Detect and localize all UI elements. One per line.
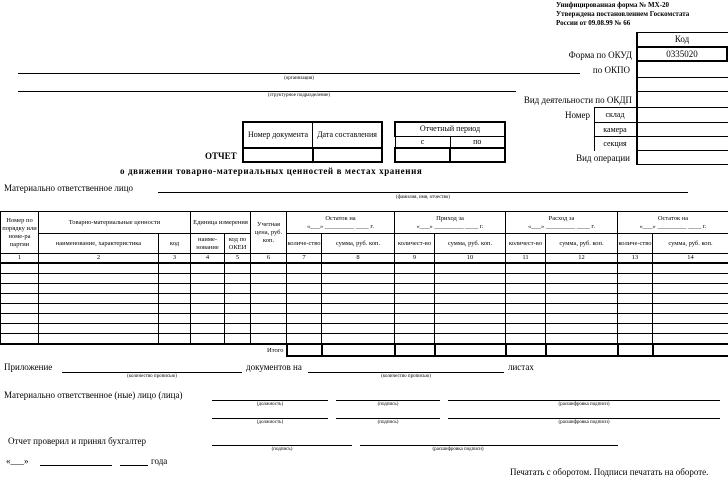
doc-num-cell[interactable]	[243, 148, 313, 162]
table-cell[interactable]	[546, 324, 618, 334]
th-expense	[506, 212, 618, 234]
doc-num-header: Номер документа	[243, 122, 313, 148]
sekciya-label: секция	[603, 139, 627, 148]
th-income-date: «___» _________ ____ г.	[416, 222, 484, 230]
table-cell[interactable]	[395, 284, 435, 294]
th-unit-code: код по ОКЕИ	[225, 234, 251, 254]
table-cell[interactable]	[395, 314, 435, 324]
total-label: Итого	[1, 344, 287, 356]
table-cell[interactable]	[546, 263, 618, 274]
table-cell[interactable]	[159, 334, 191, 345]
table-cell[interactable]	[159, 274, 191, 284]
table-cell[interactable]	[225, 334, 251, 345]
column-numbers-row	[1, 254, 728, 264]
th-rest2	[618, 212, 728, 234]
table-cell[interactable]	[435, 324, 506, 334]
table-cell[interactable]	[39, 334, 159, 345]
table-cell[interactable]	[225, 304, 251, 314]
table-cell[interactable]	[251, 274, 287, 284]
table-cell[interactable]	[1, 284, 39, 294]
table-row	[1, 294, 728, 304]
th-goods: Товарно-материальные ценности	[39, 212, 191, 234]
table-cell[interactable]	[546, 294, 618, 304]
table-cell[interactable]	[506, 263, 546, 274]
doc-date-header: Дата составления	[313, 122, 383, 148]
table-cell[interactable]	[39, 294, 159, 304]
date-month-line[interactable]	[40, 465, 112, 466]
table-cell[interactable]	[435, 294, 506, 304]
table-cell[interactable]	[653, 314, 728, 324]
th-income	[395, 212, 506, 234]
total-cell[interactable]	[395, 344, 435, 356]
table-cell[interactable]	[506, 324, 546, 334]
doc-table	[242, 121, 383, 163]
col-number: 14	[653, 254, 728, 264]
period-to-label: по	[450, 136, 505, 148]
table-cell[interactable]	[287, 334, 322, 345]
table-cell[interactable]	[39, 274, 159, 284]
table-cell[interactable]	[322, 274, 395, 284]
col-number: 3	[159, 254, 191, 264]
resp1-decode-caption: (расшифровка подписи)	[558, 402, 610, 407]
table-cell[interactable]	[1, 294, 39, 304]
period-to-cell[interactable]	[450, 148, 505, 162]
table-cell[interactable]	[395, 274, 435, 284]
table-cell[interactable]	[191, 263, 225, 274]
th-sum-2: сумма, руб. коп.	[435, 234, 506, 254]
okpo-label: по ОКПО	[592, 65, 630, 75]
vid-operacii-label: Вид операции	[576, 153, 630, 163]
print-note: Печатать с оборотом. Подписи печатать на обороте.	[510, 467, 709, 477]
table-cell[interactable]	[322, 314, 395, 324]
org-line[interactable]	[18, 73, 580, 74]
table-cell[interactable]	[395, 263, 435, 274]
table-cell[interactable]	[39, 304, 159, 314]
col-number: 12	[546, 254, 618, 264]
table-cell[interactable]	[287, 274, 322, 284]
sheets-label: листах	[508, 362, 534, 372]
table-cell[interactable]	[251, 263, 287, 274]
okud-label: Форма по ОКУД	[568, 50, 632, 60]
table-cell[interactable]	[225, 284, 251, 294]
kod-label: Код	[674, 34, 690, 44]
th-rest2-label: Остаток на	[657, 214, 689, 222]
period-header: Отчетный период	[395, 122, 505, 136]
date-day[interactable]: «___»	[6, 456, 29, 466]
th-sum-3: сумма, руб. коп.	[546, 234, 618, 254]
table-cell[interactable]	[435, 314, 506, 324]
table-cell[interactable]	[225, 274, 251, 284]
table-cell[interactable]	[39, 284, 159, 294]
th-name: наименование, характеристика	[39, 234, 159, 254]
table-cell[interactable]	[191, 304, 225, 314]
table-cell[interactable]	[435, 274, 506, 284]
th-rest2-date: «___» _________ ____ г.	[639, 222, 707, 230]
table-cell[interactable]	[618, 304, 653, 314]
col-number: 1	[1, 254, 39, 264]
table-cell[interactable]	[191, 294, 225, 304]
table-cell[interactable]	[1, 263, 39, 274]
table-cell[interactable]	[287, 284, 322, 294]
table-cell[interactable]	[435, 334, 506, 345]
period-from-label: с	[395, 136, 450, 148]
docs-on-label: документов на	[246, 362, 302, 372]
total-cell[interactable]	[435, 344, 506, 356]
col-number: 7	[287, 254, 322, 264]
th-qty-2: количест-во	[395, 234, 435, 254]
table-cell[interactable]	[322, 294, 395, 304]
table-cell[interactable]	[287, 263, 322, 274]
table-cell[interactable]	[1, 324, 39, 334]
total-cell[interactable]	[618, 344, 653, 356]
table-cell[interactable]	[251, 314, 287, 324]
resp1-signature-line[interactable]	[336, 400, 440, 401]
table-cell[interactable]	[159, 284, 191, 294]
table-cell[interactable]	[159, 324, 191, 334]
th-expense-date: «___» _________ ____ г.	[528, 222, 595, 230]
table-cell[interactable]	[251, 304, 287, 314]
th-code: код	[159, 234, 191, 254]
th-income-label: Приход за	[436, 214, 464, 222]
table-cell[interactable]	[287, 304, 322, 314]
table-cell[interactable]	[1, 274, 39, 284]
table-cell[interactable]	[191, 324, 225, 334]
form-header-line1: Унифицированная форма № МХ-20	[556, 1, 670, 9]
table-cell[interactable]	[322, 304, 395, 314]
table-cell[interactable]	[225, 324, 251, 334]
th-expense-label: Расход за	[548, 214, 575, 222]
table-cell[interactable]	[395, 324, 435, 334]
org-caption: (организация)	[284, 76, 314, 81]
responsible-caption: (фамилия, имя, отчество)	[396, 195, 450, 200]
table-cell[interactable]	[653, 304, 728, 314]
table-cell[interactable]	[322, 324, 395, 334]
th-qty-1: количе-ство	[287, 234, 322, 254]
table-row	[1, 324, 728, 334]
table-cell[interactable]	[506, 314, 546, 324]
table-cell[interactable]	[506, 294, 546, 304]
table-cell[interactable]	[159, 314, 191, 324]
col-number: 10	[435, 254, 506, 264]
accountant-signature-line[interactable]	[212, 445, 352, 446]
accountant-decode-caption: (расшифровка подписи)	[432, 447, 484, 452]
kamera-label: камера	[603, 125, 627, 134]
table-row	[1, 284, 728, 294]
table-cell[interactable]	[287, 294, 322, 304]
responsible-line[interactable]	[158, 192, 688, 193]
table-cell[interactable]	[159, 294, 191, 304]
form-header-line2: Утверждена постановлением Госкомстата	[556, 10, 690, 18]
th-qty-3: количест-во	[506, 234, 546, 254]
table-cell[interactable]	[618, 334, 653, 345]
table-cell[interactable]	[322, 284, 395, 294]
table-cell[interactable]	[191, 274, 225, 284]
table-cell[interactable]	[1, 304, 39, 314]
col-number: 5	[225, 254, 251, 264]
table-cell[interactable]	[618, 294, 653, 304]
th-sum-1: сумма, руб. коп.	[322, 234, 395, 254]
table-cell[interactable]	[251, 334, 287, 345]
total-row	[1, 344, 728, 356]
okdp-label: Вид деятельности по ОКДП	[523, 95, 632, 105]
th-rest1-date: «___» _________ ____ г.	[307, 222, 374, 230]
col-number: 13	[618, 254, 653, 264]
total-cell[interactable]	[506, 344, 546, 356]
th-num: Номер по порядку или номе-ра партии	[1, 212, 39, 254]
table-cell[interactable]	[435, 263, 506, 274]
table-cell[interactable]	[191, 334, 225, 345]
table-row	[1, 304, 728, 314]
table-cell[interactable]	[653, 274, 728, 284]
resp1-position-caption: (должность)	[256, 402, 284, 407]
accountant-decode-line[interactable]	[360, 445, 618, 446]
appendix-caption: (количество прописью)	[127, 374, 177, 379]
responsible-label: Материально ответственное лицо	[4, 183, 134, 193]
table-cell[interactable]	[287, 314, 322, 324]
subdiv-caption: (структурное подразделение)	[267, 93, 331, 98]
table-cell[interactable]	[191, 314, 225, 324]
resp1-position-line[interactable]	[212, 400, 328, 401]
resp2-decode-caption: (расшифровка подписи)	[558, 420, 610, 425]
resp1-signature-caption: (подпись)	[377, 402, 399, 407]
table-cell[interactable]	[159, 304, 191, 314]
table-cell[interactable]	[39, 314, 159, 324]
table-cell[interactable]	[287, 324, 322, 334]
resp2-signature-caption: (подпись)	[377, 420, 399, 425]
table-cell[interactable]	[225, 294, 251, 304]
table-cell[interactable]	[618, 263, 653, 274]
table-cell[interactable]	[1, 334, 39, 345]
th-unit: Единица измерения	[191, 212, 251, 234]
date-year-line[interactable]	[120, 465, 148, 466]
table-cell[interactable]	[251, 324, 287, 334]
th-price: Учетная цена, руб. коп.	[251, 212, 287, 254]
period-table	[394, 121, 506, 163]
total-cell[interactable]	[653, 344, 728, 356]
table-cell[interactable]	[546, 334, 618, 345]
col-number: 6	[251, 254, 287, 264]
table-cell[interactable]	[506, 284, 546, 294]
sheets-caption: (количество прописью)	[381, 374, 431, 379]
appendix-line[interactable]	[62, 372, 242, 373]
resp2-position-caption: (должность)	[256, 420, 284, 425]
accountant-signature-caption: (подпись)	[271, 447, 293, 452]
table-cell[interactable]	[395, 334, 435, 345]
year-label: года	[151, 456, 168, 466]
table-cell[interactable]	[546, 314, 618, 324]
table-cell[interactable]	[435, 284, 506, 294]
table-cell[interactable]	[618, 314, 653, 324]
th-unit-name: наиме-нование	[191, 234, 225, 254]
th-qty-4: количе-ство	[618, 234, 653, 254]
th-rest1-label: Остаток на	[325, 214, 356, 222]
th-rest1	[287, 212, 395, 234]
col-number: 8	[322, 254, 395, 264]
table-cell[interactable]	[506, 334, 546, 345]
table-row	[1, 314, 728, 324]
resp2-signature-line[interactable]	[336, 418, 440, 419]
total-cell[interactable]	[287, 344, 322, 356]
resp-persons-label: Материально ответственное (ные) лицо (лица)	[4, 390, 183, 400]
table-cell[interactable]	[506, 274, 546, 284]
accountant-label: Отчет проверил и принял бухгалтер	[8, 436, 147, 446]
col-number: 11	[506, 254, 546, 264]
sklad-label: склад	[605, 110, 625, 119]
total-cell[interactable]	[546, 344, 618, 356]
resp1-decode-line[interactable]	[448, 400, 720, 401]
table-cell[interactable]	[251, 294, 287, 304]
table-cell[interactable]	[546, 284, 618, 294]
table-cell[interactable]	[506, 304, 546, 314]
table-cell[interactable]	[39, 324, 159, 334]
subdiv-line[interactable]	[18, 91, 516, 92]
nomer-label: Номер	[564, 110, 590, 120]
table-cell[interactable]	[653, 284, 728, 294]
goods-table	[0, 211, 728, 357]
report-title: ОТЧЕТ	[205, 151, 237, 161]
th-sum-4: сумма, руб. коп.	[653, 234, 728, 254]
table-cell[interactable]	[653, 334, 728, 345]
report-subtitle: о движении товарно-материальных ценностей в местах хранения	[120, 166, 423, 176]
table-cell[interactable]	[395, 304, 435, 314]
table-cell[interactable]	[546, 304, 618, 314]
resp2-position-line[interactable]	[212, 418, 328, 419]
form-header-line3: России от 09.08.99 № 66	[556, 19, 631, 27]
col-number: 4	[191, 254, 225, 264]
table-cell[interactable]	[546, 274, 618, 284]
table-cell[interactable]	[653, 324, 728, 334]
okud-value[interactable]: 0335020	[666, 49, 698, 59]
col-number: 2	[39, 254, 159, 264]
table-row	[1, 274, 728, 284]
table-cell[interactable]	[39, 263, 159, 274]
table-cell[interactable]	[395, 294, 435, 304]
table-cell[interactable]	[435, 304, 506, 314]
table-cell[interactable]	[618, 274, 653, 284]
table-cell[interactable]	[225, 263, 251, 274]
table-cell[interactable]	[653, 263, 728, 274]
table-cell[interactable]	[618, 284, 653, 294]
table-cell[interactable]	[653, 294, 728, 304]
table-cell[interactable]	[159, 263, 191, 274]
period-from-cell[interactable]	[395, 148, 450, 162]
col-number: 9	[395, 254, 435, 264]
table-cell[interactable]	[618, 324, 653, 334]
table-cell[interactable]	[322, 334, 395, 345]
table-cell[interactable]	[251, 284, 287, 294]
table-cell[interactable]	[225, 314, 251, 324]
form-header	[556, 1, 689, 28]
total-cell[interactable]	[322, 344, 395, 356]
table-row	[1, 334, 728, 345]
doc-date-cell[interactable]	[313, 148, 383, 162]
table-cell[interactable]	[1, 314, 39, 324]
table-row	[1, 263, 728, 274]
appendix-label: Приложение	[4, 362, 53, 372]
table-cell[interactable]	[322, 263, 395, 274]
sheets-line[interactable]	[308, 372, 504, 373]
resp2-decode-line[interactable]	[448, 418, 720, 419]
table-cell[interactable]	[191, 284, 225, 294]
